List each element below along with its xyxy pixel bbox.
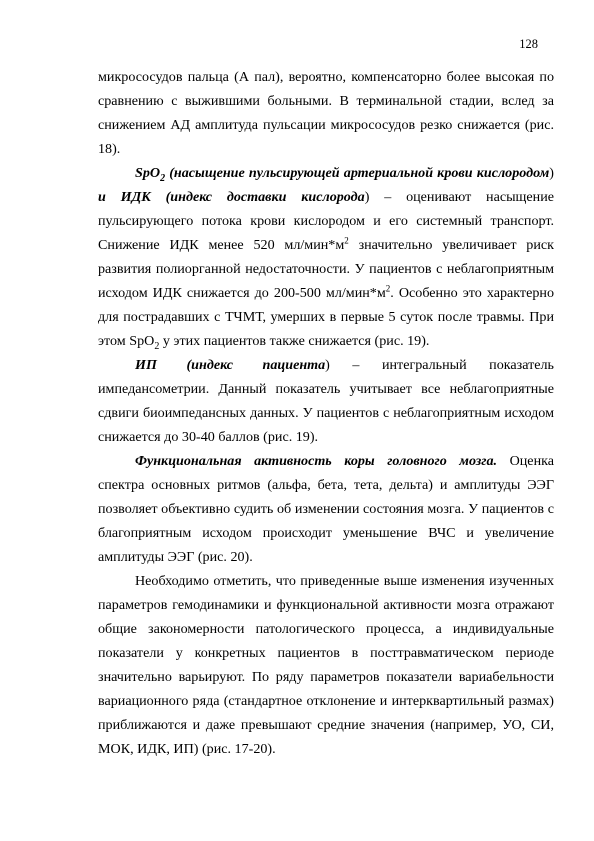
paragraph-brain-activity xyxy=(98,449,554,569)
paragraph-text: – оценивают насыщение пульсирующего потока крови кислородом и его системный транспорт. Снижение ИДК менее 520 мл/мин*м xyxy=(98,189,555,253)
paragraph-spo2-idk xyxy=(98,161,554,353)
document-body xyxy=(98,65,554,761)
paragraph-continuation: микрососудов пальца (А пал), вероятно, компенсаторно более высокая по сравнению с выжившими больными. В терминальной стадии, вслед за снижением АД амплитуда пульсации микрососудов резко снижается (рис. 18). xyxy=(98,69,554,157)
term-ip: ИП (индекс пациента xyxy=(135,357,326,373)
paragraph-text: Оценка спектра основных ритмов (альфа, бета, тета, дельта) и амплитуды ЭЭГ позволяет объективно судить об изменении состояния мозга. У пациентов с благоприятным исходом происходит уменьшение ВЧС и увеличение амплитуды ЭЭГ (рис. 20). xyxy=(98,453,554,565)
term-spo2: SpO$_2$ (насыщение пульсирующей артериальной крови кислородом xyxy=(135,165,550,184)
superscript: 2 xyxy=(344,235,349,246)
term-idk: и ИДК (индекс доставки кислорода xyxy=(98,189,365,205)
paragraph-text: – интегральный показатель импедансометрии. Данный показатель учитывает все неблагоприятные сдвиги биоимпедансных данных. У пациентов с неблагоприятным исходом снижается до 30-40 баллов (рис. 19). xyxy=(98,357,554,445)
paragraph-text: значительно увеличивает риск развития полиорганной недостаточности. У пациентов с неблагоприятным исходом ИДК снижается до 200-500 мл/мин*м xyxy=(98,237,554,301)
subscript: 2 xyxy=(154,340,160,352)
superscript: 2 xyxy=(385,283,391,294)
paren: ) xyxy=(325,357,330,373)
paragraph-ip xyxy=(98,353,554,449)
paren: ) xyxy=(549,165,554,181)
term-brain-activity: Функциональная активность коры головного мозга. xyxy=(135,453,498,469)
paragraph-text: . Особенно это характерно для пострадавших с ТЧМТ, умерших в первые 5 суток после травмы. При этом SpO xyxy=(98,285,554,349)
paragraph-text: у этих пациентов также снижается (рис. 19). xyxy=(159,333,430,349)
paragraph-conclusion: Необходимо отметить, что приведенные выше изменения изученных параметров гемодинамики и функциональной активности мозга отражают общие закономерности патологического процесса, а индивидуальные показатели у конкретных пациентов в посттравматическом периоде значительно варьируют. По ряду параметров показатели вариабельности вариационного ряда (стандартное отклонение и интерквартильный размах) приближаются и даже превышают средние значения (например, УО, СИ, МОК, ИДК, ИП) (рис. 17-20). xyxy=(98,573,554,757)
page-number: 128 xyxy=(519,37,538,51)
paren: ) xyxy=(364,189,370,205)
